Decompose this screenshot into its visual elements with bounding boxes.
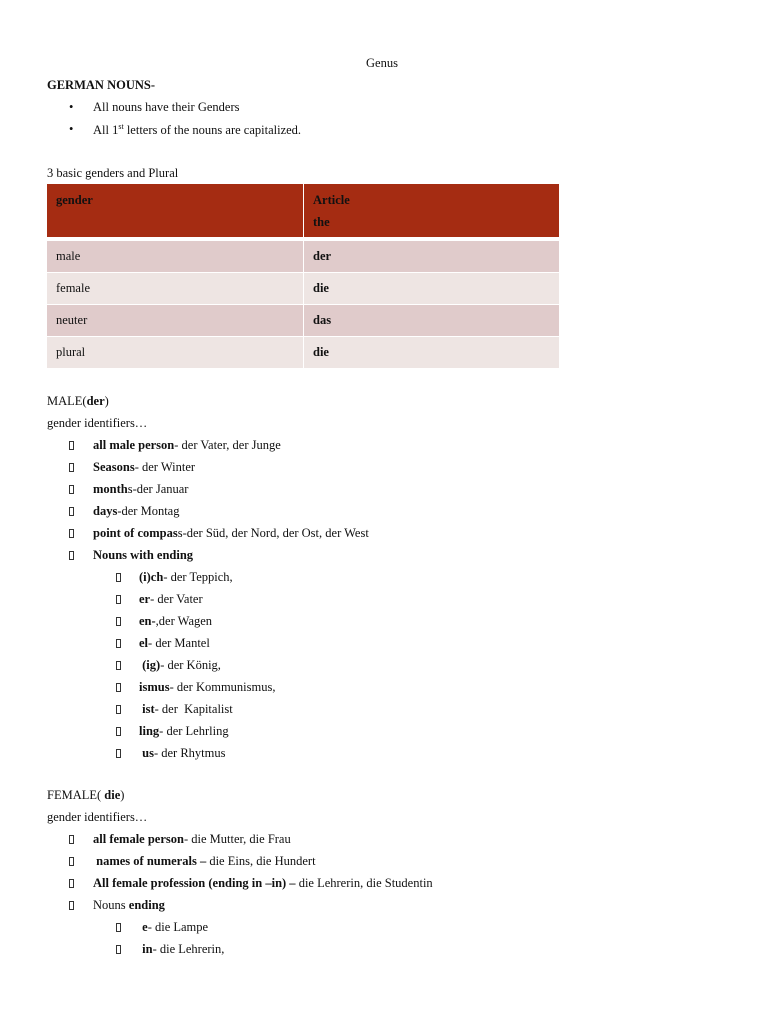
female-heading bbox=[47, 788, 124, 803]
bullet-dot-icon: • bbox=[69, 100, 74, 114]
list-item bbox=[93, 460, 195, 475]
table-row bbox=[47, 241, 559, 272]
bullet-box-icon bbox=[116, 639, 121, 648]
ending-text: - der Teppich, bbox=[163, 570, 233, 584]
bullet-box-icon bbox=[116, 705, 121, 714]
ending-text: - der Lehrling bbox=[159, 724, 229, 738]
table-cell: der bbox=[313, 249, 332, 263]
bullet-box-icon bbox=[69, 901, 74, 910]
list-item bbox=[93, 482, 188, 497]
table-cell: plural bbox=[56, 345, 86, 359]
ending-bold: ling bbox=[139, 724, 160, 738]
bullet-box-icon bbox=[69, 835, 74, 844]
list-item-text: All 1 bbox=[93, 123, 119, 138]
bullet-box-icon bbox=[116, 595, 121, 604]
item-bold: names of numerals – bbox=[96, 854, 207, 868]
table-cell: neuter bbox=[56, 313, 88, 327]
item-bold: Nouns with ending bbox=[93, 548, 194, 562]
list-item bbox=[139, 942, 224, 957]
list-item bbox=[139, 570, 233, 585]
item-text: - die Mutter, die Frau bbox=[183, 832, 291, 846]
ending-bold: en- bbox=[139, 614, 156, 628]
list-item bbox=[139, 592, 203, 607]
male-heading bbox=[47, 394, 109, 409]
ending-bold: ist bbox=[139, 702, 155, 716]
table-row bbox=[47, 305, 559, 336]
bullet-box-icon bbox=[116, 923, 121, 932]
table-header-row bbox=[47, 184, 559, 237]
ending-bold: in bbox=[139, 942, 153, 956]
item-bold: point of compas bbox=[93, 526, 178, 540]
item-bold: ending bbox=[128, 898, 165, 912]
item-pre: Nouns bbox=[93, 898, 129, 912]
table-cell: female bbox=[56, 281, 91, 295]
table-cell: das bbox=[313, 313, 332, 327]
list-item-text: letters of the nouns are capitalized. bbox=[123, 123, 302, 138]
heading-text: ) bbox=[120, 788, 125, 802]
bullet-box-icon bbox=[116, 683, 121, 692]
list-item bbox=[93, 100, 240, 115]
heading-article: der bbox=[86, 394, 105, 408]
bullet-box-icon bbox=[69, 485, 74, 494]
list-item bbox=[139, 746, 225, 761]
ending-bold: ismus bbox=[139, 680, 170, 694]
table-header-cell: gender bbox=[56, 193, 93, 207]
table-caption: 3 basic genders and Plural bbox=[47, 166, 179, 180]
header-line: Article bbox=[313, 193, 350, 207]
ending-text: - die Lehrerin, bbox=[152, 942, 225, 956]
list-item bbox=[93, 504, 179, 519]
ending-text: - der Mantel bbox=[148, 636, 210, 650]
ending-text: - der Kapitalist bbox=[154, 702, 233, 716]
list-item bbox=[139, 724, 229, 739]
ending-bold: (i)ch bbox=[139, 570, 164, 584]
item-text: die Eins, die Hundert bbox=[206, 854, 316, 868]
table-row bbox=[47, 337, 559, 368]
list-item bbox=[93, 526, 369, 541]
identifiers-label: gender identifiers… bbox=[47, 810, 148, 824]
ending-text: - der Rhytmus bbox=[153, 746, 226, 760]
table-header-cell bbox=[304, 184, 559, 237]
bullet-box-icon bbox=[116, 661, 121, 670]
page-title: Genus bbox=[366, 56, 398, 70]
bullet-box-icon bbox=[69, 551, 74, 560]
item-bold: All female profession (ending in –in) – bbox=[93, 876, 296, 890]
ending-text: - der Kommunismus, bbox=[169, 680, 276, 694]
list-item bbox=[139, 920, 208, 935]
bullet-box-icon bbox=[116, 573, 121, 582]
heading-text: ) bbox=[104, 394, 109, 408]
item-text: - der Winter bbox=[134, 460, 196, 474]
heading-article: die bbox=[104, 788, 121, 802]
list-item bbox=[93, 122, 301, 138]
item-bold: all male person bbox=[93, 438, 175, 452]
bullet-dot-icon: • bbox=[69, 122, 74, 136]
superscript: st bbox=[118, 122, 124, 131]
bullet-box-icon bbox=[69, 529, 74, 538]
bullet-box-icon bbox=[116, 727, 121, 736]
list-item bbox=[139, 702, 233, 717]
table-cell: die bbox=[313, 281, 329, 295]
ending-bold: er bbox=[139, 592, 151, 606]
item-bold: Seasons bbox=[93, 460, 135, 474]
list-item bbox=[93, 548, 193, 563]
list-item bbox=[139, 658, 221, 673]
table-cell: male bbox=[56, 249, 81, 263]
bullet-box-icon bbox=[69, 507, 74, 516]
ending-text: - der König, bbox=[160, 658, 221, 672]
list-item bbox=[139, 614, 212, 629]
list-item bbox=[139, 636, 210, 651]
heading-text: FEMALE( bbox=[47, 788, 105, 802]
item-text: - der Vater, der Junge bbox=[174, 438, 281, 452]
item-bold: all female person bbox=[93, 832, 184, 846]
header-line: the bbox=[313, 215, 330, 229]
list-item-text: All nouns have their Genders bbox=[93, 100, 240, 114]
bullet-box-icon bbox=[69, 463, 74, 472]
list-item bbox=[93, 832, 291, 847]
ending-text: - der Vater bbox=[150, 592, 203, 606]
item-text: s-der Süd, der Nord, der Ost, der West bbox=[177, 526, 369, 540]
list-item bbox=[93, 876, 433, 891]
list-item bbox=[93, 854, 316, 869]
table-row bbox=[47, 273, 559, 304]
bullet-box-icon bbox=[69, 879, 74, 888]
item-bold: month bbox=[93, 482, 128, 496]
ending-bold: e bbox=[139, 920, 148, 934]
table-cell: die bbox=[313, 345, 329, 359]
item-bold: days bbox=[93, 504, 118, 518]
identifiers-label: gender identifiers… bbox=[47, 416, 148, 430]
item-text: die Lehrerin, die Studentin bbox=[295, 876, 433, 890]
heading-text: MALE( bbox=[47, 394, 87, 408]
item-text: -der Montag bbox=[117, 504, 180, 518]
ending-text: - die Lampe bbox=[147, 920, 209, 934]
list-item bbox=[93, 438, 281, 453]
ending-text: ,der Wagen bbox=[155, 614, 213, 628]
section-heading: GERMAN NOUNS- bbox=[47, 78, 155, 92]
bullet-box-icon bbox=[69, 441, 74, 450]
ending-bold: (ig) bbox=[139, 658, 161, 672]
list-item bbox=[93, 898, 165, 913]
bullet-box-icon bbox=[69, 857, 74, 866]
bullet-box-icon bbox=[116, 749, 121, 758]
bullet-box-icon bbox=[116, 617, 121, 626]
item-text: s-der Januar bbox=[127, 482, 189, 496]
bullet-box-icon bbox=[116, 945, 121, 954]
ending-bold: el bbox=[139, 636, 149, 650]
ending-bold: us bbox=[139, 746, 154, 760]
list-item bbox=[139, 680, 275, 695]
